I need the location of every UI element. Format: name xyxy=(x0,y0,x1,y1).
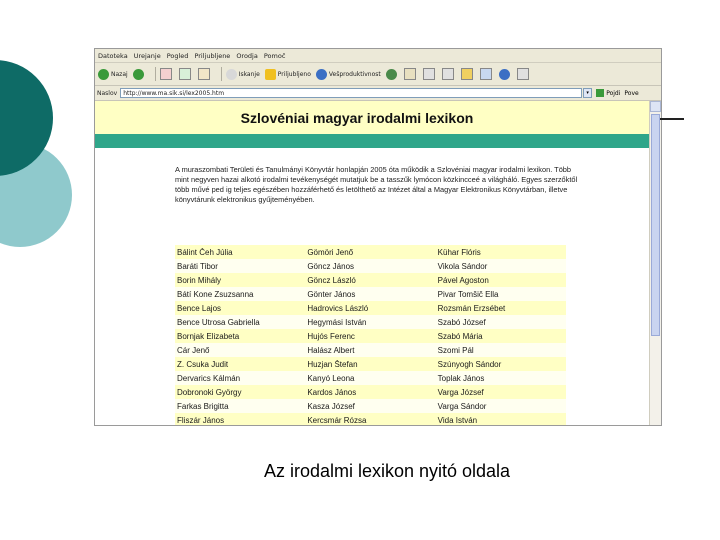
menu-view[interactable]: Pogled xyxy=(166,51,189,60)
author-link[interactable]: Z. Csuka Judit xyxy=(177,359,229,369)
folder-button[interactable] xyxy=(461,68,475,80)
home-button[interactable] xyxy=(198,68,212,80)
table-row xyxy=(175,259,566,273)
author-link[interactable]: Pivar Tomšič Ella xyxy=(437,289,499,299)
messenger-icon xyxy=(480,68,492,80)
author-link[interactable]: Hujós Ferenc xyxy=(307,331,355,341)
refresh-icon xyxy=(179,68,191,80)
web-page xyxy=(95,101,649,425)
browser-toolbar xyxy=(95,63,661,86)
go-arrow-icon xyxy=(596,89,604,97)
search-button[interactable] xyxy=(226,69,260,80)
mail-button[interactable] xyxy=(404,68,418,80)
address-label: Naslov xyxy=(97,89,118,97)
author-link[interactable]: Pável Agoston xyxy=(437,275,489,285)
links-label[interactable]: Pove xyxy=(624,89,639,97)
author-link[interactable]: Kühar Flóris xyxy=(437,247,481,257)
table-row xyxy=(175,357,566,371)
mail-icon xyxy=(404,68,416,80)
webproduct-label: Vešproduktivnost xyxy=(328,70,381,78)
author-link[interactable]: Bátí Kone Zsuzsanna xyxy=(177,289,254,299)
search-icon xyxy=(226,69,237,80)
author-link[interactable]: Szomi Pál xyxy=(437,345,474,355)
table-row xyxy=(175,385,566,399)
browser-screenshot xyxy=(94,48,662,426)
author-link[interactable]: Dervarics Kálmán xyxy=(177,373,241,383)
intro-text: A muraszombati Területi és Tanulmányi Könyvtár honlapján 2005 óta működik a Szlovéniai magyar irodalmi lexikon. Több mint negyven hazai alkotó irodalmi tevékenységét mutatjuk be a tasszűk lymócon közkincceé a világháló. Egyes szerzőktől több művé ped ig teljes egészében hozzáférhető és letölthető az Intézet által a Magyar Elektronikus Könyvtárban, illetve könyvtárunk elektronikus gyűjteményében. xyxy=(175,165,578,204)
print-icon xyxy=(423,68,435,80)
go-button[interactable] xyxy=(596,89,620,97)
author-link[interactable]: Kanyó Leona xyxy=(307,373,355,383)
author-link[interactable]: Borin Mihály xyxy=(177,275,222,285)
table-row xyxy=(175,413,566,425)
table-row xyxy=(175,315,566,329)
research-icon xyxy=(517,68,529,80)
author-link[interactable]: Kasza József xyxy=(307,401,355,411)
star-icon xyxy=(265,69,276,80)
author-link[interactable]: Fliszár János xyxy=(177,415,225,425)
browser-menubar xyxy=(95,49,661,63)
menu-tools[interactable]: Orodja xyxy=(236,51,258,60)
messenger-button[interactable] xyxy=(480,68,494,80)
author-link[interactable]: Kercsmár Rózsa xyxy=(307,415,367,425)
back-label: Nazaj xyxy=(111,70,128,78)
table-row xyxy=(175,399,566,413)
author-link[interactable]: Baráti Tibor xyxy=(177,261,218,271)
stop-button[interactable] xyxy=(160,68,174,80)
back-button[interactable] xyxy=(98,69,128,80)
back-arrow-icon xyxy=(98,69,109,80)
globe-button[interactable] xyxy=(499,69,512,80)
vertical-scrollbar[interactable] xyxy=(649,101,661,425)
author-link[interactable]: Rozsmán Erzsébet xyxy=(437,303,506,313)
webproduct-button[interactable] xyxy=(316,69,381,80)
author-link[interactable]: Göncz László xyxy=(307,275,356,285)
author-link[interactable]: Toplak János xyxy=(437,373,485,383)
author-link[interactable]: Kardos János xyxy=(307,387,357,397)
author-link[interactable]: Göncz János xyxy=(307,261,355,271)
table-row xyxy=(175,343,566,357)
search-label: Iskanje xyxy=(238,70,260,78)
author-link[interactable]: Szabó Mária xyxy=(437,331,483,341)
menu-favorites[interactable]: Priljubljene xyxy=(194,51,231,60)
author-link[interactable]: Halász Albert xyxy=(307,345,355,355)
table-row xyxy=(175,301,566,315)
print-button[interactable] xyxy=(423,68,437,80)
toolbar-separator xyxy=(155,67,156,81)
author-link[interactable]: Szabó József xyxy=(437,317,486,327)
refresh-button[interactable] xyxy=(179,68,193,80)
menu-help[interactable]: Pomoč xyxy=(263,51,286,60)
globe-icon xyxy=(316,69,327,80)
toolbar-separator xyxy=(221,67,222,81)
table-row xyxy=(175,371,566,385)
research-button[interactable] xyxy=(517,68,531,80)
page-title: Szlovéniai magyar irodalmi lexikon xyxy=(240,109,474,126)
author-link[interactable]: Gömöri Jenő xyxy=(307,247,354,257)
forward-arrow-icon xyxy=(133,69,144,80)
forward-button[interactable] xyxy=(133,69,146,80)
author-link[interactable]: Dobronoki György xyxy=(177,387,242,397)
globe-icon xyxy=(499,69,510,80)
menu-file[interactable]: Datoteka xyxy=(98,51,128,60)
slide-rule-line xyxy=(660,118,684,120)
table-row xyxy=(175,329,566,343)
author-link[interactable]: Gönter János xyxy=(307,289,356,299)
scroll-thumb[interactable] xyxy=(651,114,660,336)
author-link[interactable]: Farkas Brigitta xyxy=(177,401,229,411)
page-header xyxy=(95,101,649,134)
author-link[interactable]: Hegymási István xyxy=(307,317,367,327)
table-row xyxy=(175,245,566,259)
green-band xyxy=(95,134,649,148)
edit-icon xyxy=(442,68,454,80)
address-url: http://www.ma.sik.si/lex2005.htm xyxy=(123,89,225,97)
home-icon xyxy=(198,68,210,80)
table-row xyxy=(175,273,566,287)
author-link[interactable]: Vikola Sándor xyxy=(437,261,488,271)
favorites-button[interactable] xyxy=(265,69,311,80)
favorites-label: Priljubljeno xyxy=(277,70,311,78)
author-link[interactable]: Bornjak Elizabeta xyxy=(177,331,240,341)
go-label: Pojdi xyxy=(606,89,621,97)
edit-button[interactable] xyxy=(442,68,456,80)
history-icon xyxy=(386,69,397,80)
address-dropdown[interactable]: ▾ xyxy=(583,88,592,98)
author-link[interactable]: Szúnyogh Sándor xyxy=(437,359,502,369)
author-link[interactable]: Cár Jenő xyxy=(177,345,210,355)
author-link[interactable]: Varga József xyxy=(437,387,484,397)
author-link[interactable]: Bálint Čeh Júlia xyxy=(177,247,233,257)
table-row xyxy=(175,287,566,301)
author-link[interactable]: Bence Lajos xyxy=(177,303,222,313)
author-link[interactable]: Bence Utrosa Gabriella xyxy=(177,317,260,327)
address-bar xyxy=(95,86,661,101)
stop-icon xyxy=(160,68,172,80)
author-link[interactable]: Varga Sándor xyxy=(437,401,487,411)
address-input[interactable] xyxy=(120,88,582,98)
slide-caption: Az irodalmi lexikon nyitó oldala xyxy=(263,461,511,481)
author-link[interactable]: Hadrovics László xyxy=(307,303,369,313)
author-link[interactable]: Vida István xyxy=(437,415,478,425)
menu-edit[interactable]: Urejanje xyxy=(133,51,161,60)
history-button[interactable] xyxy=(386,69,399,80)
author-table xyxy=(175,245,566,425)
author-link[interactable]: Huzjan Štefan xyxy=(307,359,358,369)
scroll-up-button[interactable] xyxy=(650,101,661,112)
folder-icon xyxy=(461,68,473,80)
